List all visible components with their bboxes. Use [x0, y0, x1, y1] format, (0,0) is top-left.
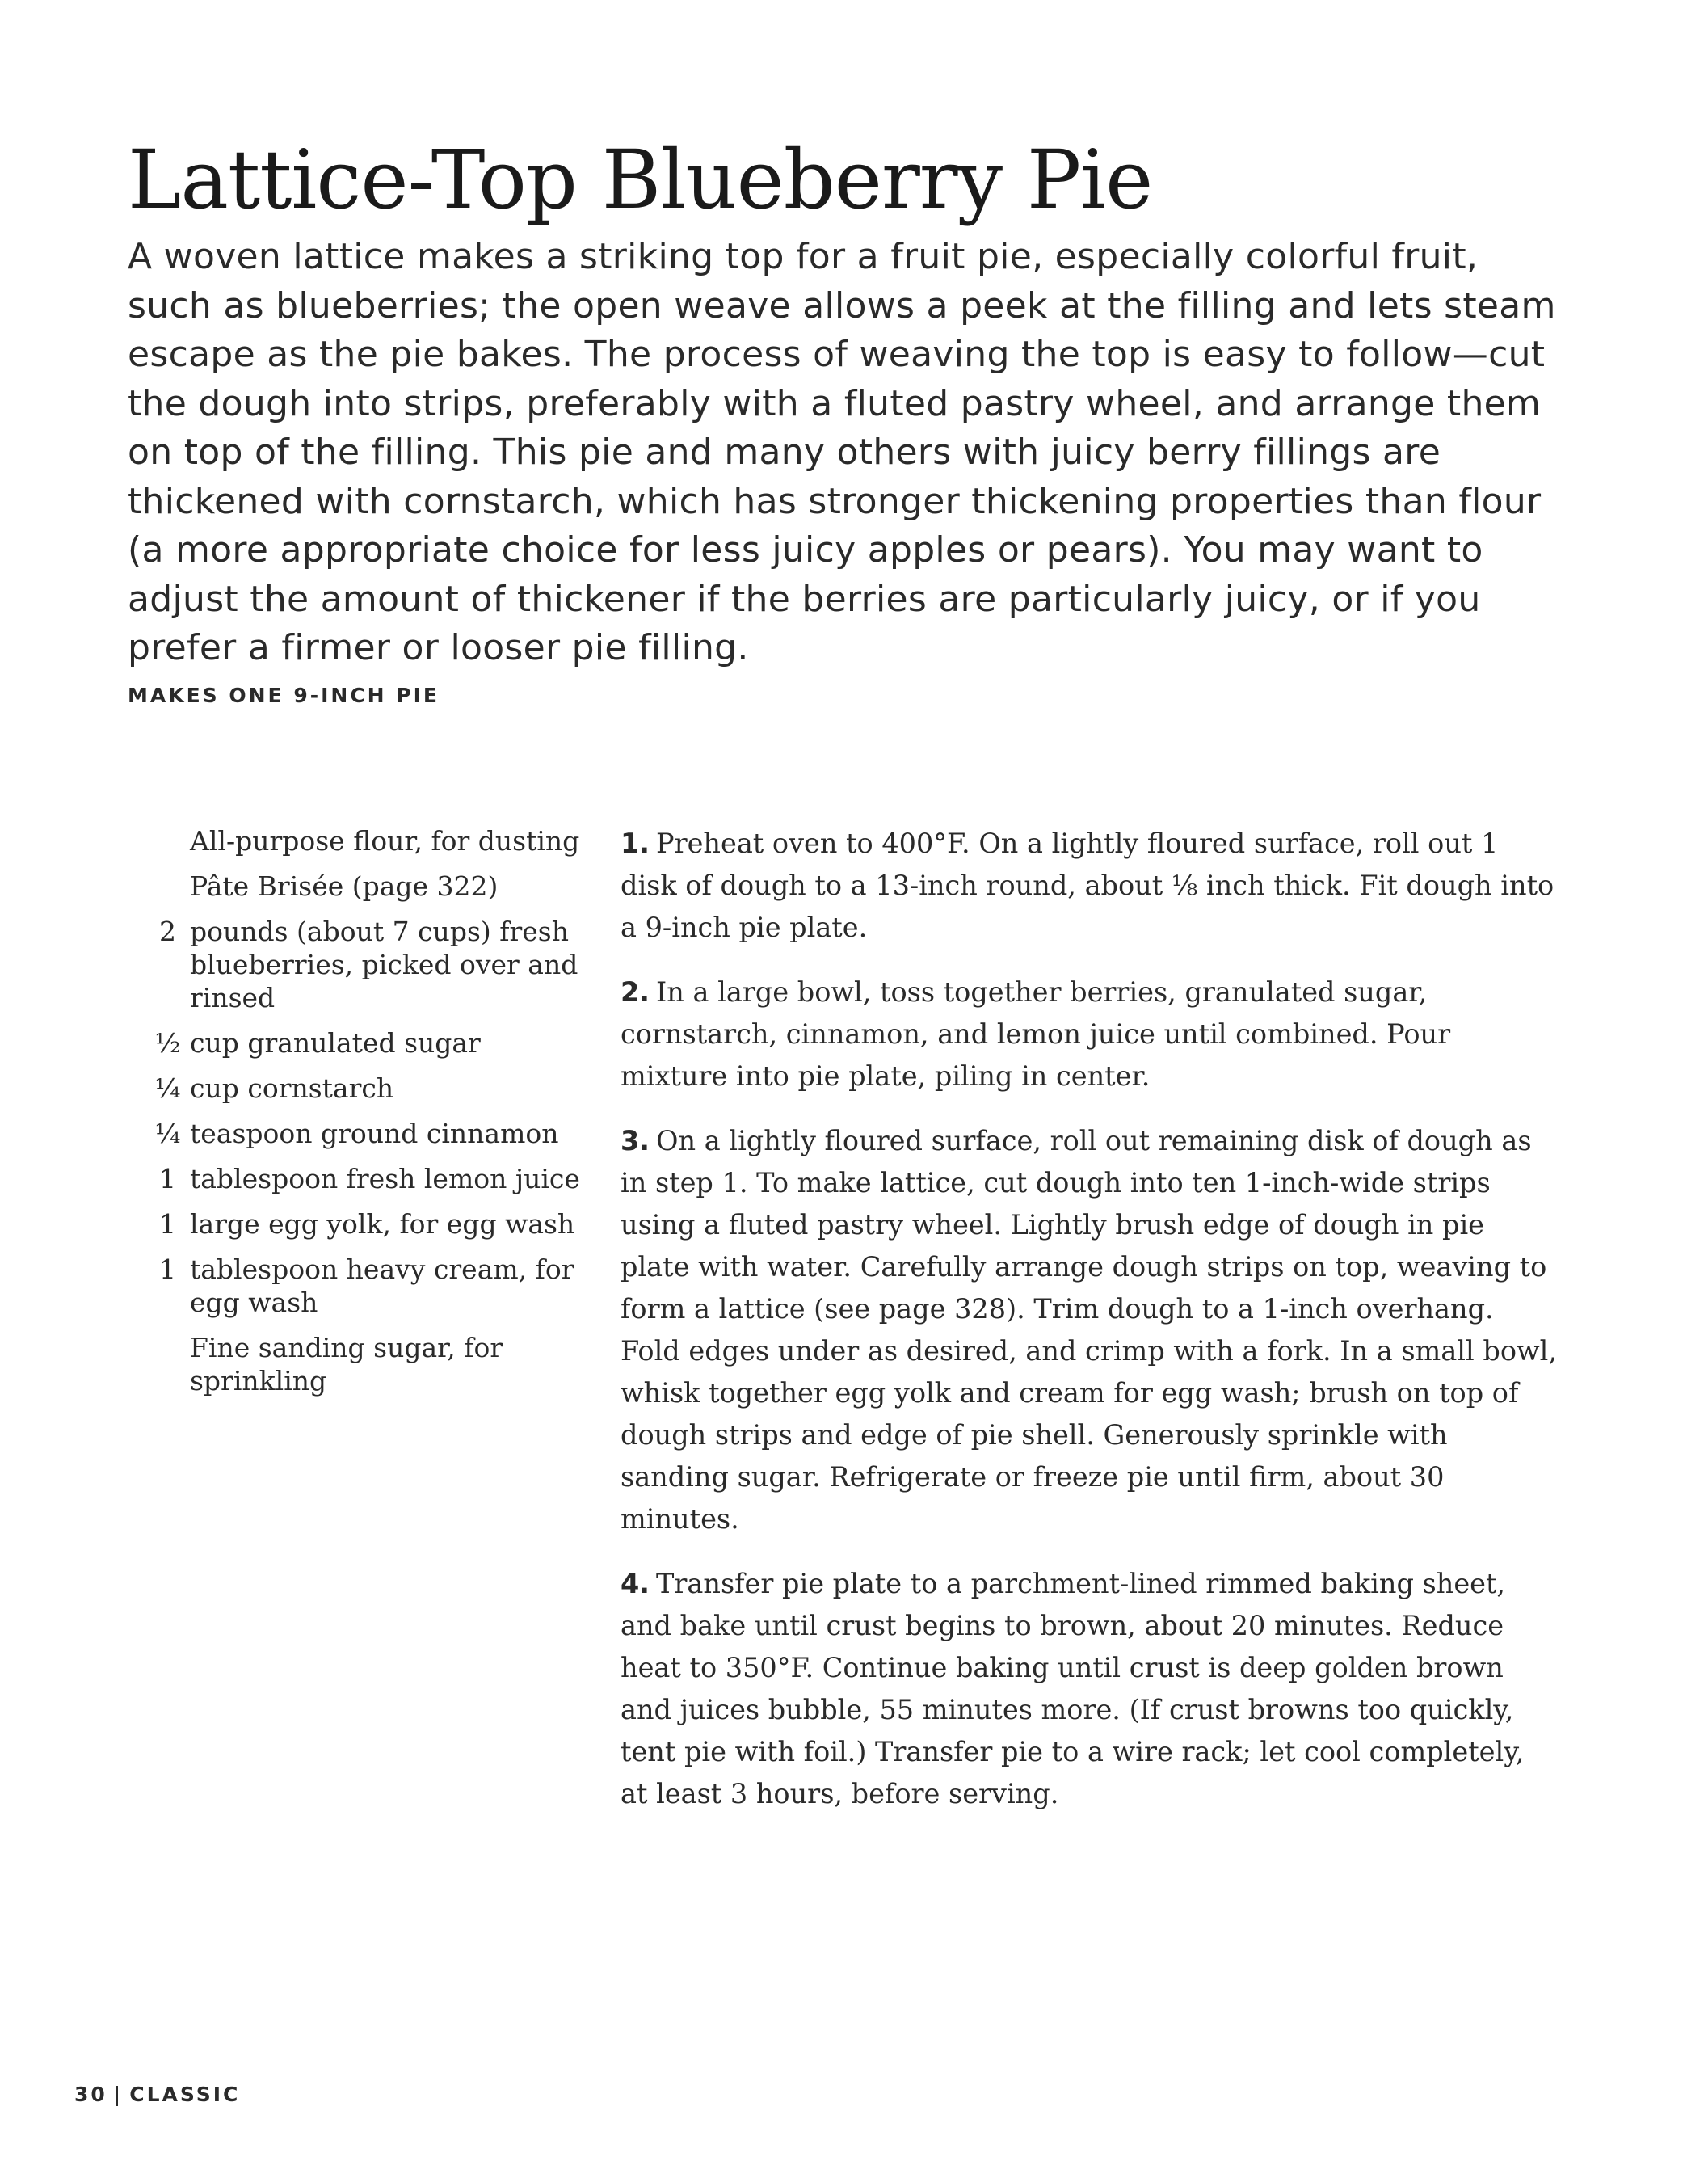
ingredient-item	[145, 1072, 582, 1105]
ingredient-quantity: ¼	[154, 1118, 181, 1149]
ingredient-text: cup cornstarch	[190, 1072, 394, 1104]
ingredient-quantity: ½	[154, 1027, 181, 1059]
ingredient-item	[145, 1253, 582, 1319]
page-title: Lattice-Top Blueberry Pie	[128, 133, 1153, 227]
method-step	[621, 971, 1558, 1097]
step-text: In a large bowl, toss together berries, granulated sugar, cornstarch, cinnamon, and lemon juice until combined. Pour mixture into pie plate, piling in center.	[621, 976, 1451, 1092]
ingredient-quantity: ¼	[154, 1072, 181, 1104]
ingredient-item	[145, 824, 582, 857]
ingredient-text: Fine sanding sugar, for sprinkling	[190, 1332, 503, 1397]
ingredient-text: teaspoon ground cinnamon	[190, 1118, 559, 1149]
method-steps	[621, 823, 1558, 1838]
ingredient-quantity	[145, 870, 190, 903]
ingredient-list	[145, 824, 582, 1409]
ingredient-quantity	[145, 1331, 190, 1397]
method-step	[621, 1120, 1558, 1540]
step-number: 4.	[621, 1568, 650, 1599]
ingredient-item	[145, 1207, 582, 1241]
ingredient-item	[145, 915, 582, 1014]
step-number: 1.	[621, 828, 650, 859]
page-number: 30	[74, 2083, 107, 2106]
page-footer	[74, 2083, 240, 2106]
ingredient-text: tablespoon heavy cream, for egg wash	[190, 1253, 574, 1318]
ingredient-text: cup granulated sugar	[190, 1027, 481, 1059]
step-text: Transfer pie plate to a parchment-lined rimmed baking sheet, and bake until crust begins to brown, about 20 minutes. Reduce heat to 350°F. Continue baking until crust is deep golden brown and juices bubble, 55 minutes more. (If crust browns too quickly, tent pie with foil.) Transfer pie to a wire rack; let cool completely, at least 3 hours, before serving.	[621, 1568, 1525, 1809]
ingredient-text: All-purpose flour, for dusting	[190, 825, 580, 857]
step-text: Preheat oven to 400°F. On a lightly floured surface, roll out 1 disk of dough to a 13-inch round, about ⅛ inch thick. Fit dough into a 9-inch pie plate.	[621, 828, 1554, 943]
ingredient-quantity: 1	[159, 1163, 176, 1194]
ingredient-item	[145, 870, 582, 903]
recipe-yield: MAKES ONE 9-INCH PIE	[128, 684, 440, 707]
ingredient-item	[145, 1026, 582, 1060]
method-step	[621, 1563, 1558, 1815]
step-number: 2.	[621, 976, 650, 1008]
step-text: On a lightly floured surface, roll out remaining disk of dough as in step 1. To make lattice, cut dough into ten 1-inch-wide strips using a fluted pastry wheel. Lightly brush edge of dough in pie plate with water. Carefully arrange dough strips on top, weaving to form a lattice (see page 328). Trim dough to a 1-inch overhang. Fold edges under as desired, and crimp with a fork. In a small bowl, whisk together egg yolk and cream for egg wash; brush on top of dough strips and edge of pie shell. Generously sprinkle with sanding sugar. Refrigerate or freeze pie until firm, about 30 minutes.	[621, 1125, 1558, 1535]
section-name: CLASSIC	[129, 2083, 241, 2106]
ingredient-item	[145, 1117, 582, 1150]
ingredient-text: Pâte Brisée (page 322)	[190, 870, 499, 902]
footer-separator: |	[113, 2083, 124, 2106]
method-step	[621, 823, 1558, 949]
ingredient-text: tablespoon fresh lemon juice	[190, 1163, 580, 1194]
recipe-intro: A woven lattice makes a striking top for a fruit pie, especially colorful fruit, such as blueberries; the open weave allows a peek at the filling and lets steam escape as the pie bakes. The process of weaving the top is easy to follow—cut the dough into strips, preferably with a fluted pastry wheel, and arrange them on top of the filling. This pie and many others with juicy berry fillings are thickened with cornstarch, which has stronger thickening properties than flour (a more appropriate choice for less juicy apples or pears). You may want to adjust the amount of thickener if the berries are particularly juicy, or if you prefer a firmer or looser pie filling.	[128, 236, 1556, 668]
ingredient-text: pounds (about 7 cups) fresh blueberries, picked over and rinsed	[190, 916, 578, 1013]
ingredient-item	[145, 1331, 582, 1397]
ingredient-item	[145, 1162, 582, 1195]
ingredient-quantity: 1	[159, 1253, 176, 1285]
ingredient-quantity: 1	[159, 1208, 176, 1240]
ingredient-quantity	[145, 824, 190, 857]
ingredient-quantity: 2	[159, 916, 176, 947]
ingredient-text: large egg yolk, for egg wash	[190, 1208, 575, 1240]
step-number: 3.	[621, 1125, 650, 1156]
